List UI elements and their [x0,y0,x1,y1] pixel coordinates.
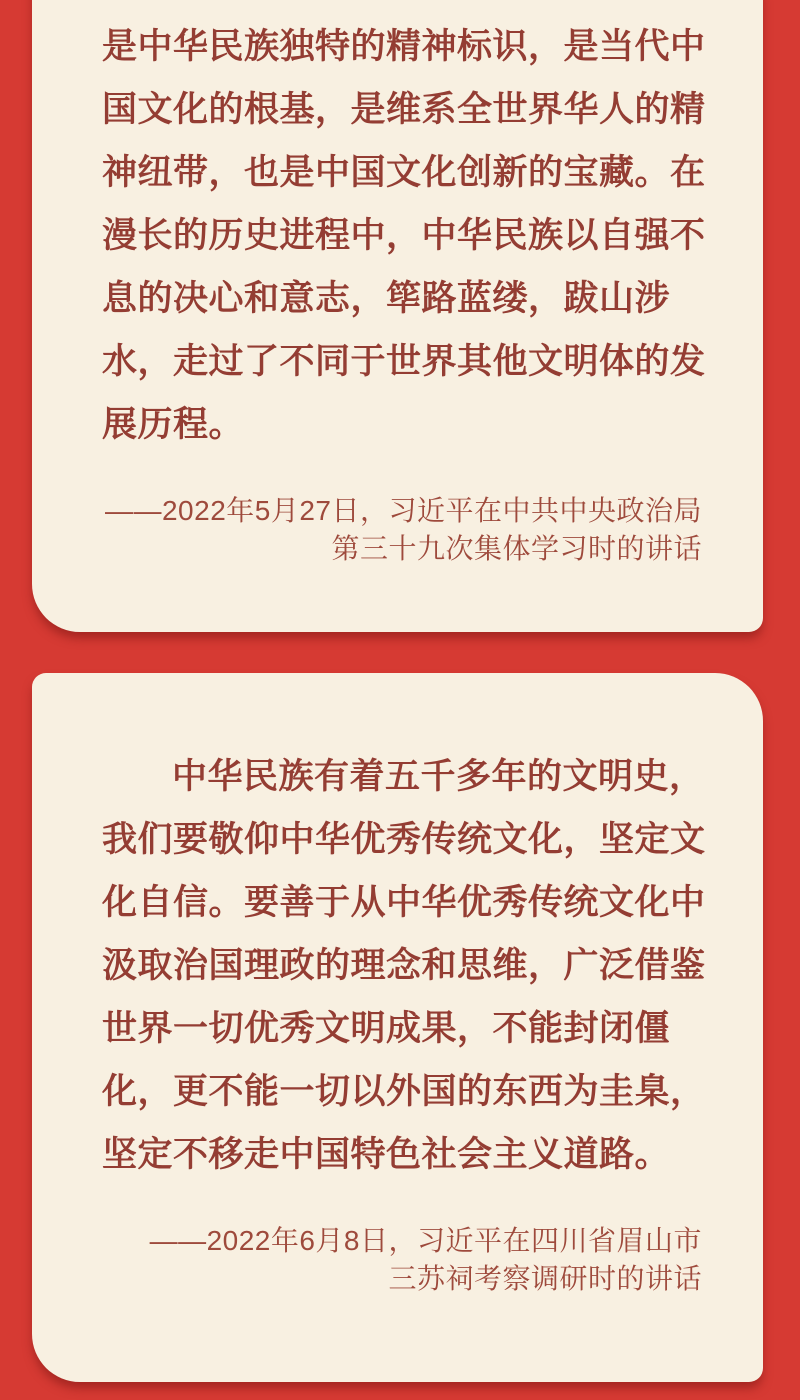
attribution-line: ——2022年5月27日，习近平在中共中央政治局 [104,495,702,526]
attribution-line: 第三十九次集体学习时的讲话 [331,533,702,564]
quote-line: 漫长的历史进程中，中华民族以自强不 [102,216,706,255]
quote-line: 中华民族有着五千多年的文明史， [172,757,705,796]
attribution-2 [102,1222,702,1298]
quote-line: 国文化的根基，是维系全世界华人的精 [102,90,706,129]
quote-line: 息的决心和意志，筚路蓝缕，跋山涉 [102,279,671,318]
quote-line: 是中华民族独特的精神标识，是当代中 [102,27,706,66]
quote-line: 水，走过了不同于世界其他文明体的发 [102,342,706,381]
quote-line: 化自信。要善于从中华优秀传统文化中 [102,883,706,922]
quote-line: 坚定不移走中国特色社会主义道路。 [102,1135,671,1174]
quote-line: 展历程。 [102,405,245,444]
quote-line: 神纽带，也是中国文化创新的宝藏。在 [102,153,706,192]
quote-line: 化，更不能一切以外国的东西为圭臬， [102,1072,706,1111]
quote-text-1 [102,15,706,456]
quote-line: 世界一切优秀文明成果，不能封闭僵 [102,1009,671,1048]
quote-line: 我们要敬仰中华优秀传统文化，坚定文 [102,820,706,859]
quote-card-2 [32,673,763,1382]
quote-line: 汲取治国理政的理念和思维，广泛借鉴 [102,946,706,985]
quote-card-1 [32,0,763,632]
attribution-1 [102,492,702,568]
quote-text-2 [102,745,706,1186]
attribution-line: 三苏祠考察调研时的讲话 [388,1263,702,1294]
attribution-line: ——2022年6月8日，习近平在四川省眉山市 [149,1225,702,1256]
